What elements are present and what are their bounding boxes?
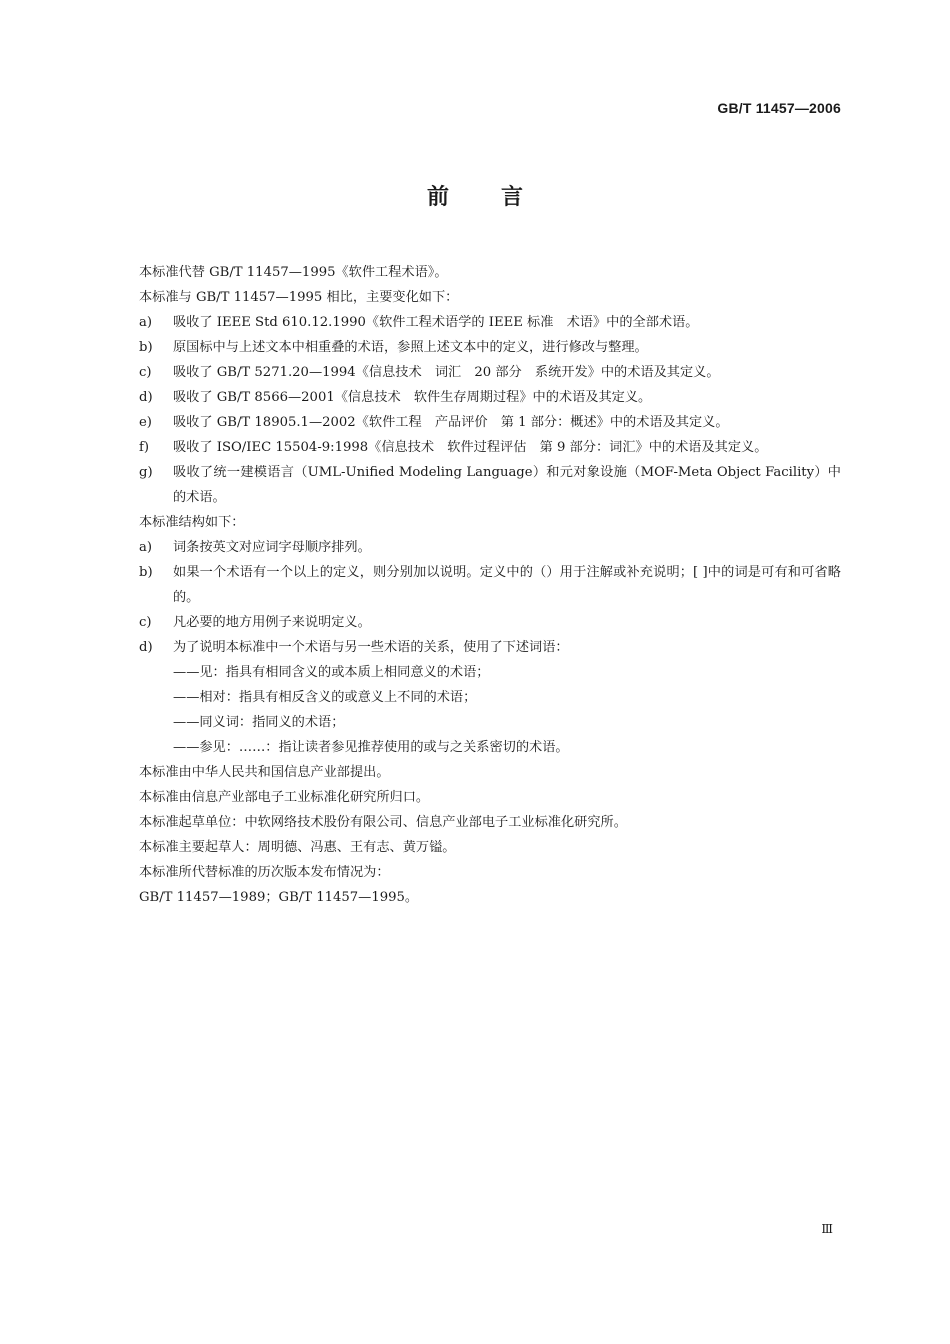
- change-text: 吸收了 ISO/IEC 15504-9:1998《信息技术 软件过程评估 第 9 部分：词汇》中的术语及其定义。: [173, 440, 768, 455]
- list-marker: c): [139, 615, 152, 630]
- intro-line: 本标准与 GB/T 11457—1995 相比，主要变化如下：: [139, 290, 459, 305]
- relation-item: ——相对：指具有相反含义的或意义上不同的术语；: [173, 690, 477, 705]
- structure-item: [139, 635, 841, 660]
- page-number: Ⅲ: [821, 1222, 833, 1236]
- structure-text: 如果一个术语有一个以上的定义，则分别加以说明。定义中的（）用于注解或补充说明；[ ]中的词是可有和可省略的。: [173, 565, 841, 605]
- structure-heading: 本标准结构如下：: [139, 515, 245, 530]
- list-marker: a): [139, 540, 153, 555]
- structure-item: [139, 560, 841, 610]
- list-marker: d): [139, 390, 153, 405]
- change-text: 吸收了统一建模语言（UML-Unified Modeling Language）和元对象设施（MOF-Meta Object Facility）中的术语。: [173, 465, 841, 505]
- relation-item: ——见：指具有相同含义的或本质上相同意义的术语；: [173, 665, 490, 680]
- change-text: 吸收了 IEEE Std 610.12.1990《软件工程术语学的 IEEE 标准 术语》中的全部术语。: [173, 315, 699, 330]
- list-marker: d): [139, 640, 153, 655]
- structure-item: [139, 535, 841, 560]
- list-marker: b): [139, 340, 153, 355]
- list-marker: b): [139, 565, 153, 580]
- change-item: [139, 360, 841, 385]
- structure-item: [139, 610, 841, 635]
- standard-number: GB/T 11457—2006: [717, 100, 841, 116]
- closing-line: 本标准由信息产业部电子工业标准化研究所归口。: [139, 790, 430, 805]
- change-item: [139, 410, 841, 435]
- structure-text: 词条按英文对应词字母顺序排列。: [173, 540, 371, 555]
- change-item: [139, 310, 841, 335]
- relation-item: ——同义词：指同义的术语；: [173, 715, 345, 730]
- structure-text: 为了说明本标准中一个术语与另一些术语的关系，使用了下述词语：: [173, 640, 569, 655]
- structure-text: 凡必要的地方用例子来说明定义。: [173, 615, 371, 630]
- list-marker: g): [139, 465, 153, 480]
- list-marker: f): [139, 440, 150, 455]
- closing-line: 本标准起草单位：中软网络技术股份有限公司、信息产业部电子工业标准化研究所。: [139, 815, 627, 830]
- change-text: 吸收了 GB/T 18905.1—2002《软件工程 产品评价 第 1 部分：概述》中的术语及其定义。: [173, 415, 729, 430]
- change-item: [139, 460, 841, 510]
- list-marker: c): [139, 365, 152, 380]
- foreword-body: [139, 260, 841, 910]
- page-title: 前言: [426, 185, 575, 210]
- change-text: 吸收了 GB/T 8566—2001《信息技术 软件生存周期过程》中的术语及其定义。: [173, 390, 652, 405]
- list-marker: e): [139, 415, 152, 430]
- change-item: [139, 335, 841, 360]
- closing-line: 本标准所代替标准的历次版本发布情况为：: [139, 865, 390, 880]
- intro-line: 本标准代替 GB/T 11457—1995《软件工程术语》。: [139, 265, 448, 280]
- closing-line: 本标准主要起草人：周明德、冯惠、王有志、黄万镒。: [139, 840, 456, 855]
- closing-line: 本标准由中华人民共和国信息产业部提出。: [139, 765, 390, 780]
- change-text: 吸收了 GB/T 5271.20—1994《信息技术 词汇 20 部分 系统开发》中的术语及其定义。: [173, 365, 720, 380]
- change-text: 原国标中与上述文本中相重叠的术语，参照上述文本中的定义，进行修改与整理。: [173, 340, 648, 355]
- list-marker: a): [139, 315, 153, 330]
- change-item: [139, 435, 841, 460]
- relation-item: ——参见：……：指让读者参见推荐使用的或与之关系密切的术语。: [173, 740, 569, 755]
- change-item: [139, 385, 841, 410]
- closing-line: GB/T 11457—1989；GB/T 11457—1995。: [139, 890, 419, 905]
